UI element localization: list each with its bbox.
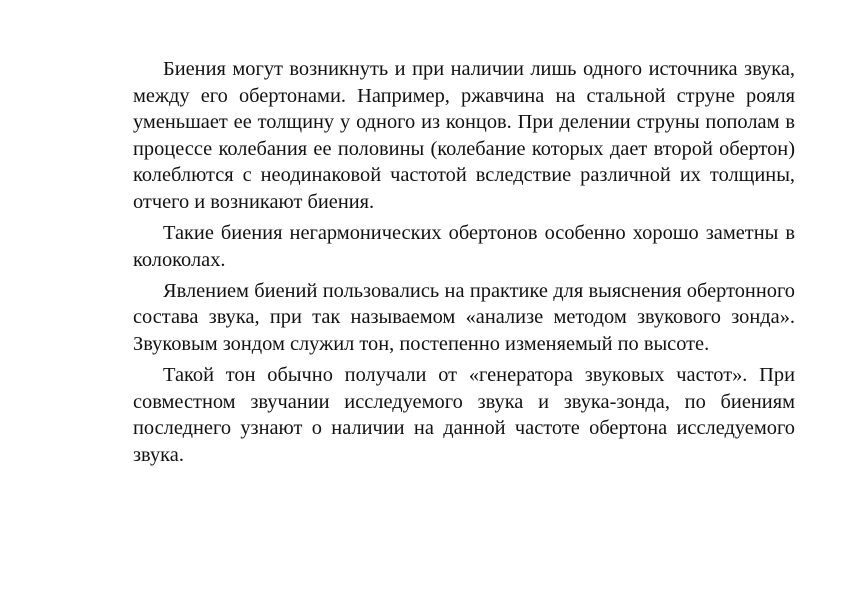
paragraph-beats-single-source: Биения могут возникнуть и при наличии лишь одного источника звука, между его обертонами. Например, ржавчина на стальной струне рояля уменьшает ее толщину у одного из концов. При делении струны пополам в процессе колебания ее половины (колебание которых дает второй обертон) колеблются с неодинаковой частотой вследствие различной их толщины, отчего и возникают биения. (133, 58, 795, 213)
paragraph-bells: Такие биения негармонических обертонов особенно хорошо заметны в колоколах. (133, 222, 795, 271)
document-body (133, 56, 795, 473)
paragraph-sound-probe: Явлением биений пользовались на практике для выяснения обертонного состава звука, при так называемом «анализе методом звукового зонда». Звуковым зондом служил тон, постепенно изменяемый по высоте. (133, 279, 795, 355)
paragraph-frequency-generator: Такой тон обычно получали от «генератора звуковых частот». При совместном звучании исследуемого звука и звука-зонда, по биениям последнего узнают о наличии на данной частоте обертона исследуемого звука. (133, 364, 795, 466)
